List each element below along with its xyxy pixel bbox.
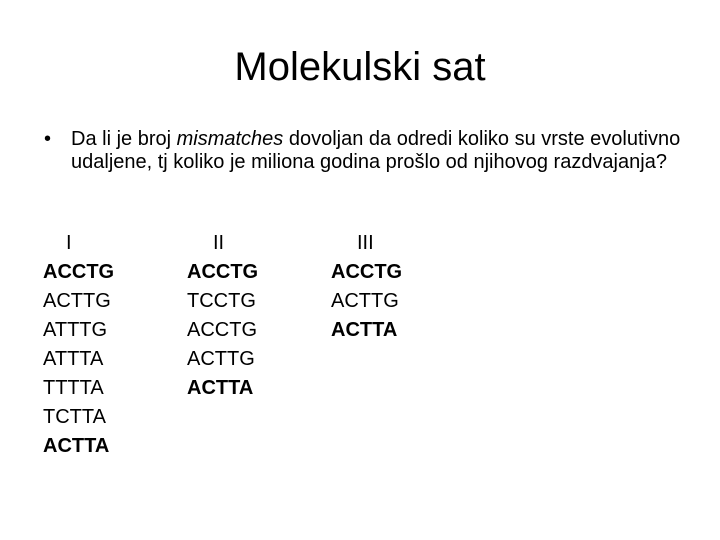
- bullet-mark: •: [44, 128, 52, 150]
- sequence-item: ACTTG: [187, 348, 255, 370]
- bullet-point: [44, 128, 684, 174]
- sequence-item: ACTTA: [43, 435, 110, 457]
- column-header: I: [66, 232, 72, 254]
- sequence-column-i: [43, 229, 114, 461]
- slide-title: Molekulski sat: [234, 45, 486, 89]
- bullet-text: [44, 128, 684, 174]
- sequence-item: TTTTA: [43, 377, 104, 399]
- column-header: III: [357, 232, 374, 254]
- column-header: II: [213, 232, 225, 254]
- sequence-column-ii: [187, 229, 258, 403]
- sequence-item: ACCTG: [331, 261, 403, 283]
- bullet-text-italic: mismatches: [176, 128, 284, 150]
- sequence-item: ACTTA: [187, 377, 254, 399]
- bullet-text-end: dovoljan da odredi koliko su vrste evolutivno udaljene, tj koliko je miliona godina prošlo od njihovog razdvajanja?: [71, 128, 681, 173]
- sequence-item: ACTTG: [331, 290, 399, 312]
- sequence-item: TCTTA: [43, 406, 106, 428]
- bullet-text-start: Da li je broj: [71, 128, 177, 150]
- sequence-item: TCCTG: [187, 290, 256, 312]
- sequence-item: ATTTA: [43, 348, 104, 370]
- sequence-item: ATTTG: [43, 319, 108, 341]
- sequence-item: ACCTG: [43, 261, 115, 283]
- sequence-item: ACTTA: [331, 319, 398, 341]
- sequence-item: ACTTG: [43, 290, 111, 312]
- sequence-item: ACCTG: [187, 319, 257, 341]
- sequence-column-iii: [331, 229, 402, 345]
- sequence-item: ACCTG: [187, 261, 259, 283]
